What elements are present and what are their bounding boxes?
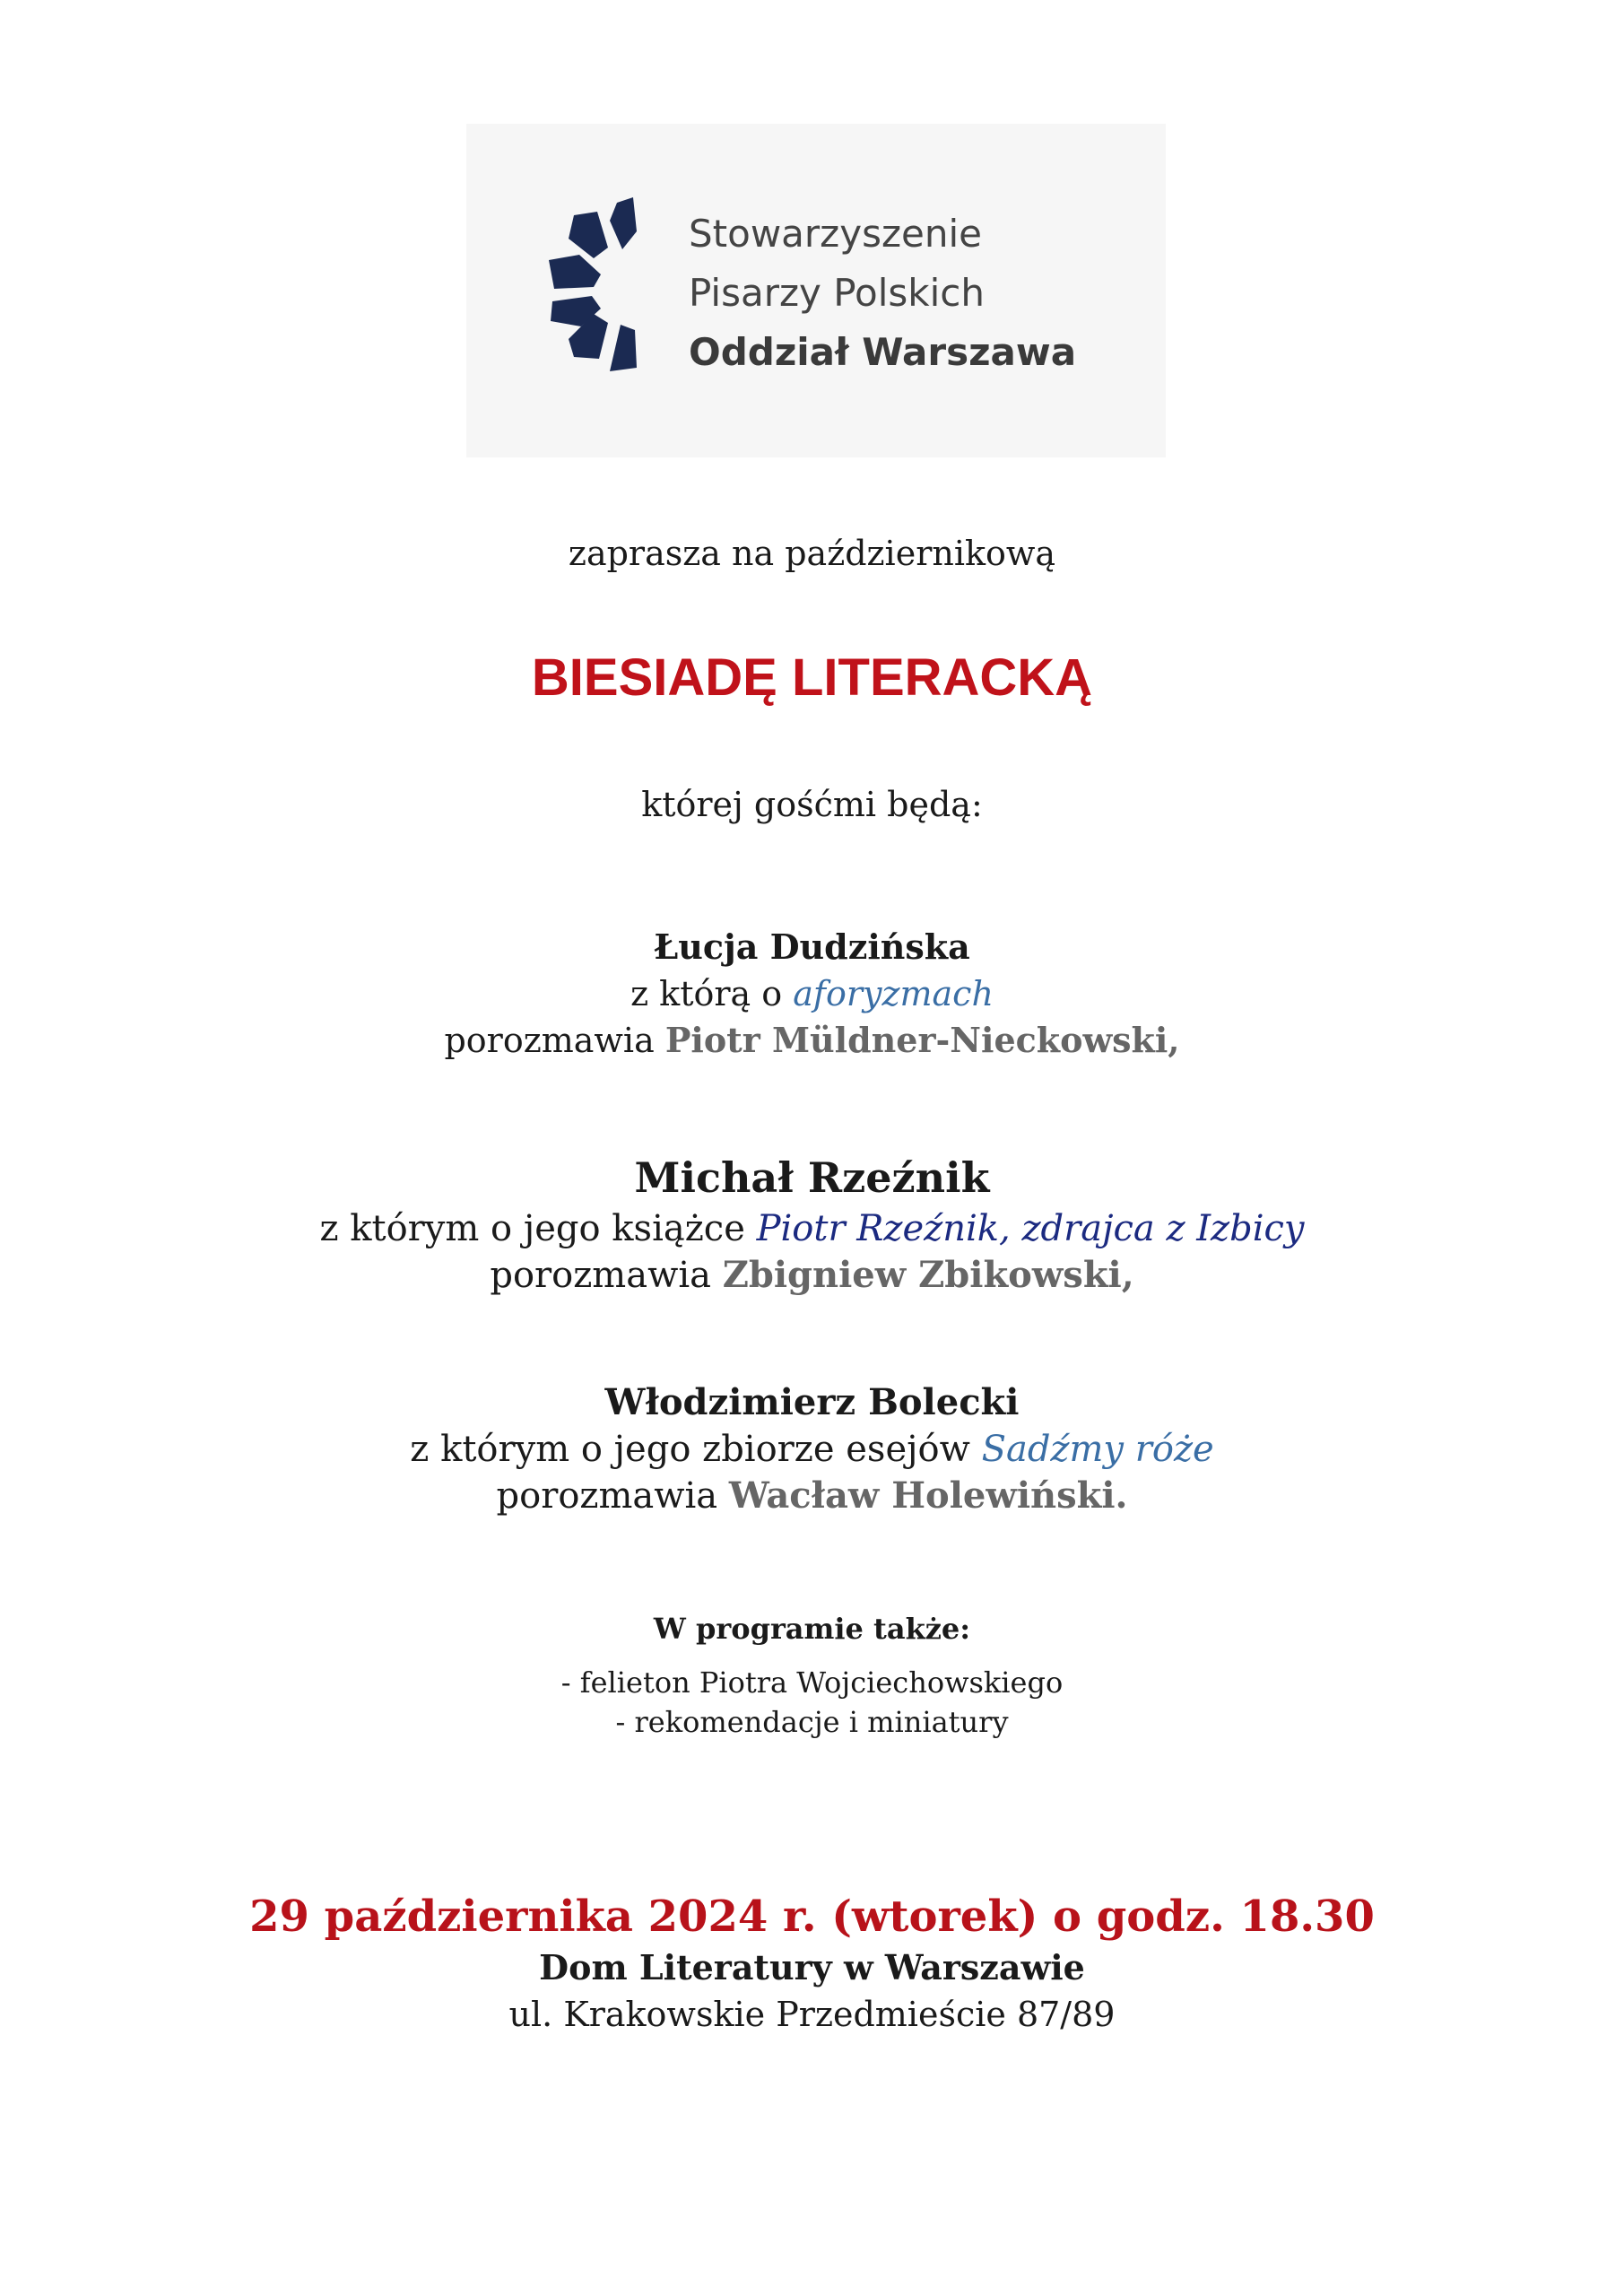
guest-host-line — [0, 1017, 1624, 1064]
guest-3 — [0, 1379, 1624, 1519]
topic-prefix: z którym o jego książce — [319, 1208, 757, 1249]
program-item: - rekomendacje i miniatury — [615, 1705, 1009, 1739]
host-name: Wacław Holewiński. — [728, 1474, 1128, 1517]
guest-topic — [0, 1426, 1624, 1473]
topic-prefix: z którą o — [630, 974, 794, 1013]
program-item: - felieton Piotra Wojciechowskiego — [560, 1665, 1064, 1700]
topic-prefix: z którym o jego zbiorze esejów — [410, 1429, 982, 1470]
guest-2 — [0, 1150, 1624, 1299]
guest-name: Łucja Dudzińska — [654, 926, 970, 967]
guest-topic — [0, 970, 1624, 1017]
logo-line-3: Oddział Warszawa — [689, 330, 1077, 374]
guest-name: Michał Rzeźnik — [634, 1153, 990, 1202]
logo-panel — [466, 124, 1166, 457]
event-details — [0, 1889, 1624, 2038]
program-heading: W programie także: — [653, 1612, 971, 1646]
guest-host-line — [0, 1252, 1624, 1299]
intro-text: zaprasza na październikową — [568, 534, 1056, 573]
logo-line-2: Pisarzy Polskich — [689, 271, 985, 315]
guest-name: Włodzimierz Bolecki — [604, 1381, 1020, 1423]
host-name: Zbigniew Zbikowski, — [722, 1254, 1134, 1296]
logo-wordmark — [689, 204, 1076, 382]
event-venue: Dom Literatury w Warszawie — [539, 1947, 1085, 1987]
guest-1 — [0, 924, 1624, 1064]
host-name: Piotr Müldner-Nieckowski, — [664, 1020, 1180, 1060]
event-title: BIESIADĘ LITERACKĄ — [531, 648, 1093, 707]
host-prefix: porozmawia — [496, 1475, 729, 1517]
guests-intro: której gośćmi będą: — [641, 785, 983, 824]
guest-host-line — [0, 1473, 1624, 1519]
logo-line-1: Stowarzyszenie — [689, 212, 982, 256]
event-address: ul. Krakowskie Przedmieście 87/89 — [508, 1995, 1116, 2034]
work-title: Sadźmy róże — [981, 1429, 1214, 1470]
guest-topic — [0, 1205, 1624, 1252]
host-prefix: porozmawia — [490, 1255, 723, 1296]
work-title: aforyzmach — [793, 974, 994, 1013]
event-date: 29 października 2024 r. (wtorek) o godz. 18.30 — [249, 1892, 1375, 1942]
host-prefix: porozmawia — [444, 1021, 665, 1060]
star-pen-nibs-icon — [547, 196, 655, 375]
program-section — [0, 1607, 1624, 1742]
work-title: Piotr Rzeźnik, zdrajca z Izbicy — [756, 1208, 1305, 1249]
